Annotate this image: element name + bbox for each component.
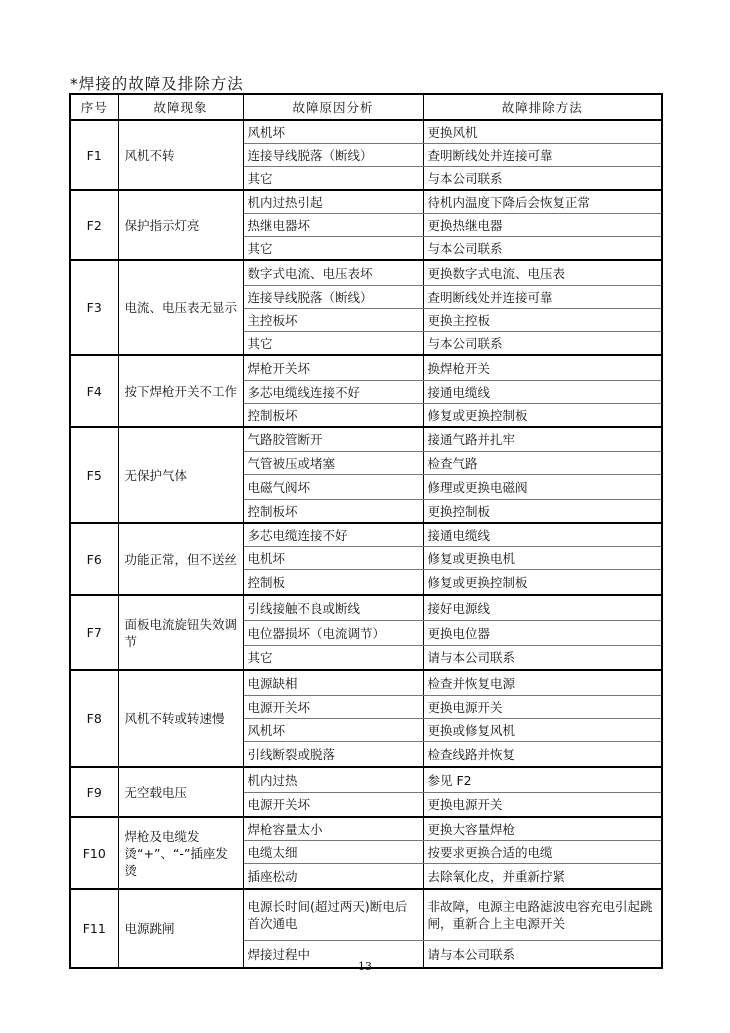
- fault-cause: 插座松动: [243, 864, 423, 890]
- fault-fix: 更换数字式电流、电压表: [423, 260, 662, 286]
- fault-table-header: [70, 94, 662, 120]
- fault-symptom: 电源跳闸: [118, 889, 243, 968]
- fault-fix: 更换控制板: [423, 500, 662, 524]
- fault-cause: 电源长时间(超过两天)断电后首次通电: [243, 889, 423, 941]
- fault-cause: 电机坏: [243, 547, 423, 570]
- fault-fix: 修复或更换控制板: [423, 570, 662, 596]
- fault-symptom: 风机不转: [118, 120, 243, 190]
- table-row: [70, 523, 662, 547]
- fault-id: F10: [70, 817, 118, 889]
- fault-cause: 电源开关坏: [243, 696, 423, 719]
- fault-cause: 其它: [243, 237, 423, 261]
- fault-id: F4: [70, 355, 118, 427]
- fault-fix: 接通电缆线: [423, 523, 662, 547]
- table-row: [70, 190, 662, 214]
- fault-symptom: 焊枪及电缆发烫“+”、“-”插座发烫: [118, 817, 243, 889]
- fault-id: F11: [70, 889, 118, 968]
- fault-cause: 连接导线脱落（断线）: [243, 144, 423, 167]
- fault-cause: 其它: [243, 332, 423, 356]
- fault-fix: 更换电源开关: [423, 793, 662, 818]
- fault-fix: 更换电位器: [423, 621, 662, 646]
- fault-cause: 机内过热引起: [243, 190, 423, 214]
- fault-symptom: 按下焊枪开关不工作: [118, 355, 243, 427]
- table-row: [70, 120, 662, 144]
- table-row: [70, 260, 662, 286]
- fault-cause: 控制板: [243, 570, 423, 596]
- table-row: [70, 670, 662, 696]
- fault-symptom: 保护指示灯亮: [118, 190, 243, 260]
- header-fix: 故障排除方法: [423, 94, 662, 120]
- fault-symptom: 电流、电压表无显示: [118, 260, 243, 355]
- fault-fix: 更换热继电器: [423, 214, 662, 237]
- fault-cause: 热继电器坏: [243, 214, 423, 237]
- fault-id: F5: [70, 427, 118, 523]
- fault-cause: 焊枪开关坏: [243, 355, 423, 381]
- fault-fix: 检查线路并恢复: [423, 742, 662, 768]
- page-number: 13: [358, 960, 372, 973]
- fault-cause: 其它: [243, 646, 423, 671]
- fault-fix: 待机内温度下降后会恢复正常: [423, 190, 662, 214]
- header-seq: 序号: [70, 94, 118, 120]
- fault-fix: 接通气路并扎牢: [423, 427, 662, 452]
- fault-fix: 参见 F2: [423, 767, 662, 793]
- header-symptom: 故障现象: [118, 94, 243, 120]
- table-row: [70, 427, 662, 452]
- fault-fix: 与本公司联系: [423, 167, 662, 191]
- fault-cause: 机内过热: [243, 767, 423, 793]
- fault-symptom: 面板电流旋钮失效调节: [118, 595, 243, 670]
- table-row: [70, 595, 662, 621]
- fault-cause: 气路胶管断开: [243, 427, 423, 452]
- fault-cause: 气管被压或堵塞: [243, 452, 423, 475]
- fault-cause: 连接导线脱落（断线）: [243, 286, 423, 309]
- table-row: [70, 817, 662, 841]
- fault-fix: 查明断线处并连接可靠: [423, 144, 662, 167]
- fault-fix: 去除氧化皮，并重新拧紧: [423, 864, 662, 890]
- fault-fix: 按要求更换合适的电缆: [423, 841, 662, 864]
- fault-symptom: 风机不转或转速慢: [118, 670, 243, 767]
- fault-cause: 多芯电缆连接不好: [243, 523, 423, 547]
- fault-id: F1: [70, 120, 118, 190]
- table-row: [70, 889, 662, 941]
- fault-fix: 更换风机: [423, 120, 662, 144]
- fault-cause: 控制板坏: [243, 500, 423, 524]
- fault-fix: 请与本公司联系: [423, 941, 662, 969]
- fault-fix: 接通电缆线: [423, 381, 662, 404]
- table-row: [70, 767, 662, 793]
- fault-cause: 多芯电缆线连接不好: [243, 381, 423, 404]
- fault-fix: 检查并恢复电源: [423, 670, 662, 696]
- fault-fix: 更换主控板: [423, 309, 662, 332]
- fault-fix: 查明断线处并连接可靠: [423, 286, 662, 309]
- fault-cause: 电源缺相: [243, 670, 423, 696]
- fault-table-body: [70, 120, 662, 968]
- fault-cause: 数字式电流、电压表坏: [243, 260, 423, 286]
- fault-fix: 修复或更换控制板: [423, 404, 662, 428]
- fault-table: [69, 93, 663, 969]
- fault-cause: 电缆太细: [243, 841, 423, 864]
- fault-cause: 风机坏: [243, 719, 423, 742]
- fault-fix: 更换大容量焊枪: [423, 817, 662, 841]
- fault-cause: 主控板坏: [243, 309, 423, 332]
- fault-cause: 控制板坏: [243, 404, 423, 428]
- fault-id: F9: [70, 767, 118, 817]
- fault-cause: 引线断裂或脱落: [243, 742, 423, 768]
- fault-cause: 引线接触不良或断线: [243, 595, 423, 621]
- fault-fix: 非故障，电源主电路滤波电容充电引起跳闸，重新合上主电源开关: [423, 889, 662, 941]
- fault-cause: 风机坏: [243, 120, 423, 144]
- fault-symptom: 无保护气体: [118, 427, 243, 523]
- fault-id: F7: [70, 595, 118, 670]
- fault-fix: 修理或更换电磁阀: [423, 475, 662, 500]
- header-cause: 故障原因分析: [243, 94, 423, 120]
- header-row: [70, 94, 662, 120]
- fault-fix: 接好电源线: [423, 595, 662, 621]
- fault-symptom: 无空载电压: [118, 767, 243, 817]
- fault-id: F8: [70, 670, 118, 767]
- fault-cause: 电源开关坏: [243, 793, 423, 818]
- fault-fix: 换焊枪开关: [423, 355, 662, 381]
- fault-id: F6: [70, 523, 118, 595]
- table-row: [70, 355, 662, 381]
- fault-fix: 与本公司联系: [423, 332, 662, 356]
- fault-id: F3: [70, 260, 118, 355]
- fault-id: F2: [70, 190, 118, 260]
- fault-symptom: 功能正常，但不送丝: [118, 523, 243, 595]
- fault-cause: 其它: [243, 167, 423, 191]
- fault-cause: 焊枪容量太小: [243, 817, 423, 841]
- fault-cause: 焊接过程中: [243, 941, 423, 969]
- fault-fix: 更换电源开关: [423, 696, 662, 719]
- fault-fix: 请与本公司联系: [423, 646, 662, 671]
- fault-fix: 修复或更换电机: [423, 547, 662, 570]
- fault-fix: 更换或修复风机: [423, 719, 662, 742]
- fault-cause: 电磁气阀坏: [243, 475, 423, 500]
- fault-fix: 与本公司联系: [423, 237, 662, 261]
- fault-fix: 检查气路: [423, 452, 662, 475]
- page-title: *焊接的故障及排除方法: [70, 75, 244, 93]
- fault-cause: 电位器损坏（电流调节）: [243, 621, 423, 646]
